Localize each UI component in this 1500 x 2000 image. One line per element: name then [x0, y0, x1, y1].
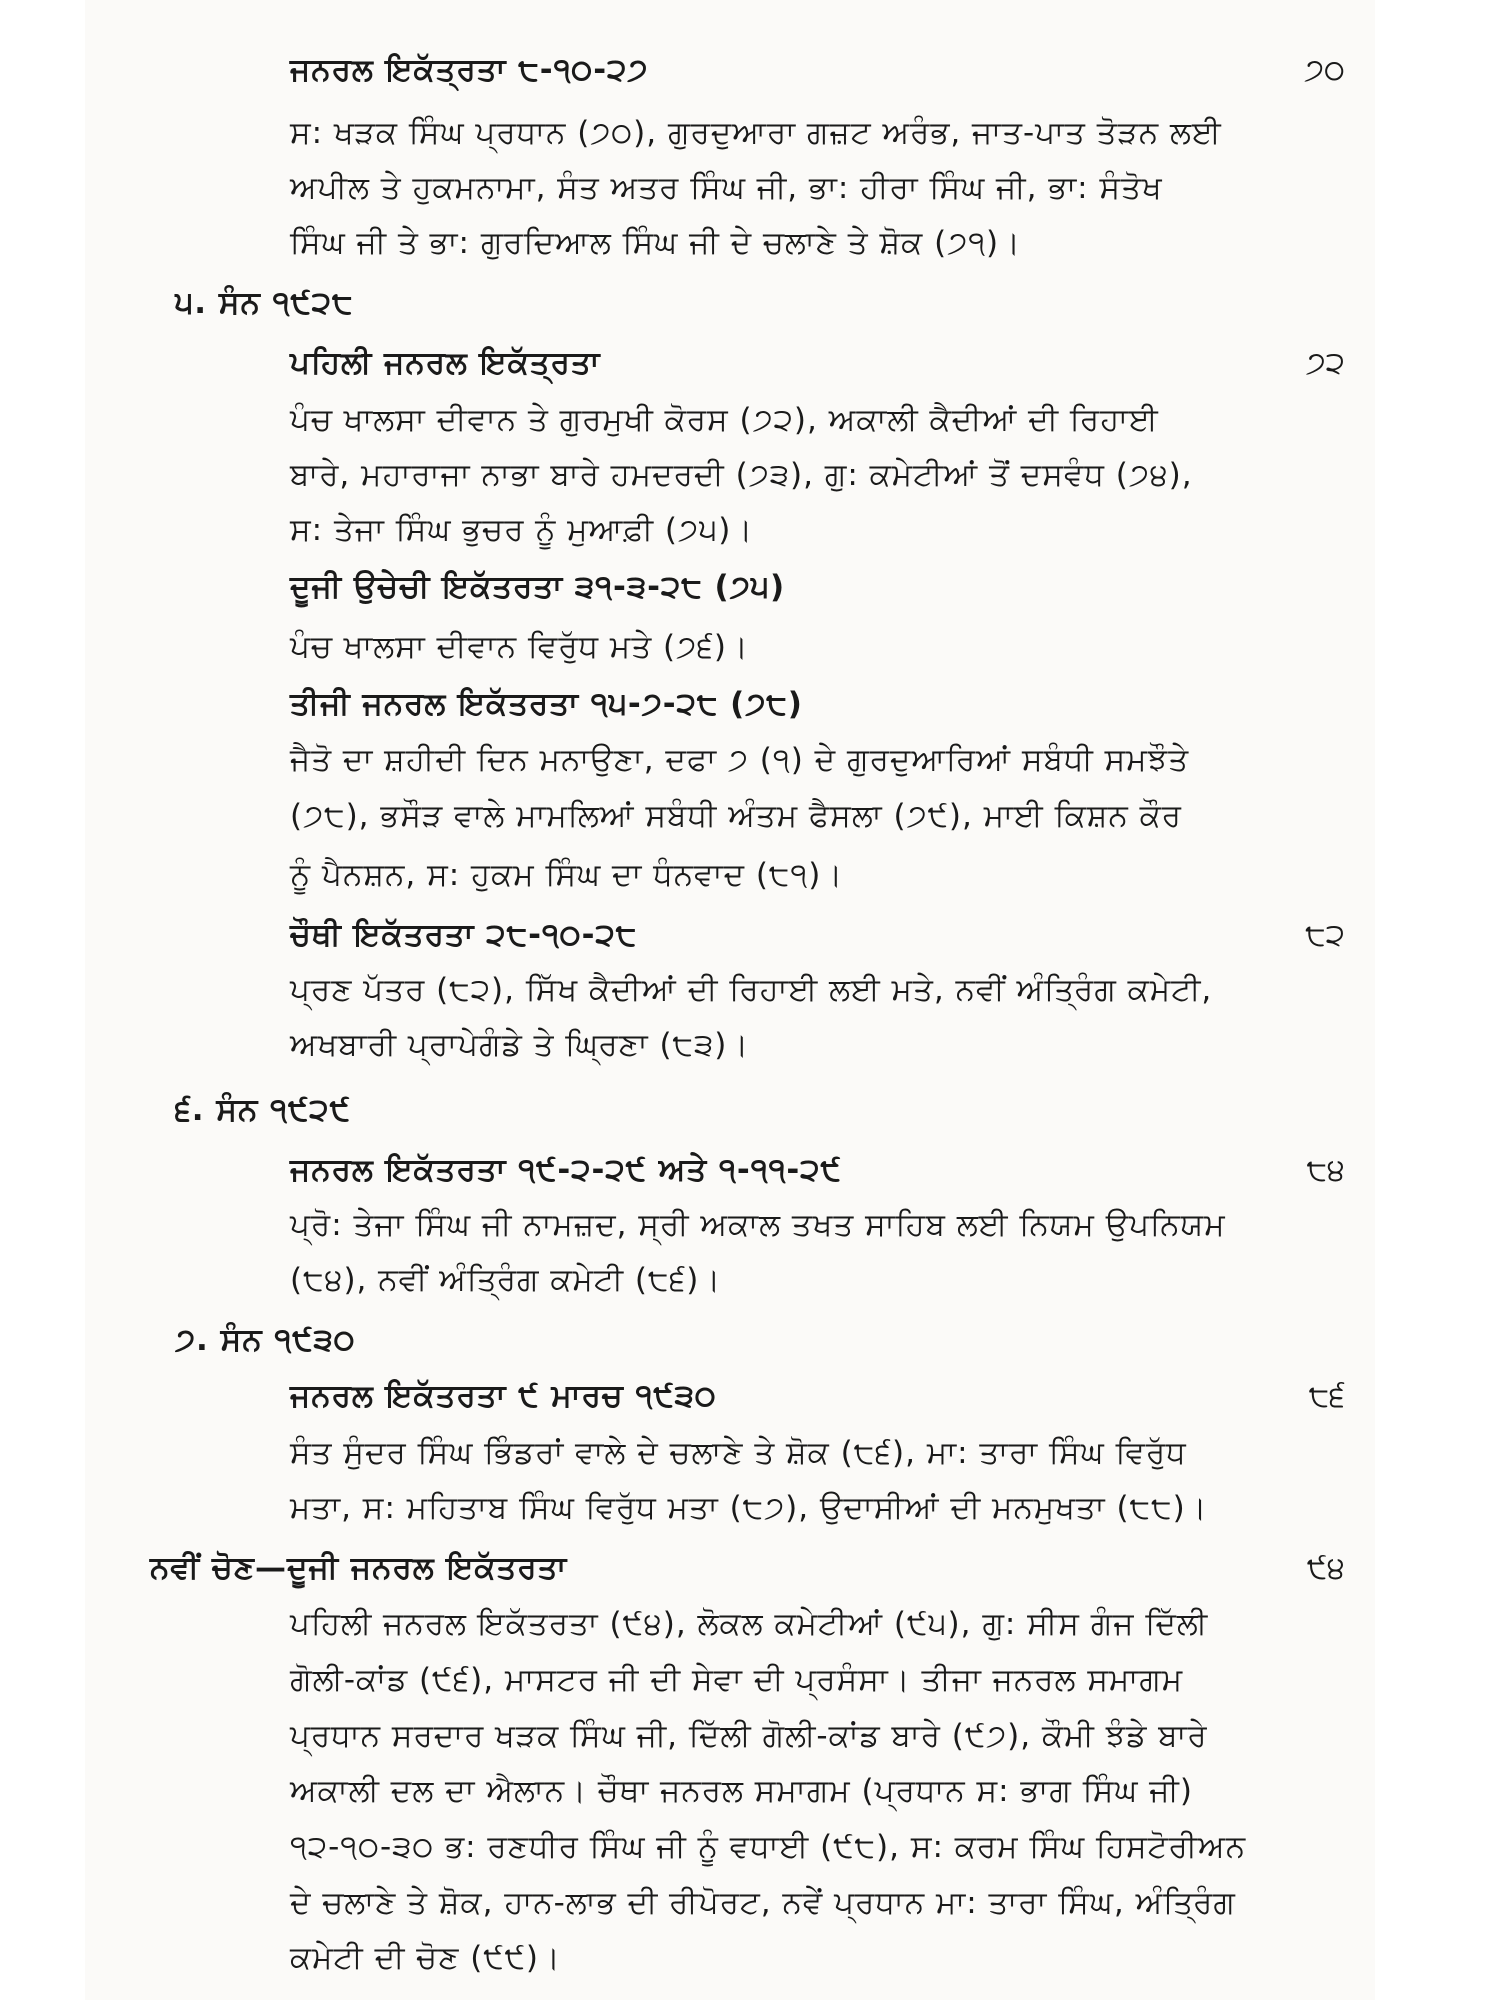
page-number: ੯੪ [1306, 1550, 1345, 1586]
text-line: ਪੰਚ ਖਾਲਸਾ ਦੀਵਾਨ ਤੇ ਗੁਰਮੁਖੀ ਕੋਰਸ (੭੨), ਅਕਾਲੀ ਕੈਦੀਆਂ ਦੀ ਰਿਹਾਈ [290, 402, 1159, 438]
text-line: ਪੰਚ ਖਾਲਸਾ ਦੀਵਾਨ ਵਿਰੁੱਧ ਮਤੇ (੭੬)। [290, 629, 749, 665]
year-heading: ੭. ਸੰਨ ੧੯੩੦ [175, 1322, 356, 1358]
section-heading: ਜਨਰਲ ਇਕੱਤ੍ਰਤਾ ੮-੧੦-੨੭ [290, 52, 649, 88]
text-line: ਕਮੇਟੀ ਦੀ ਚੋਣ (੯੯)। [290, 1940, 561, 1976]
page-number: ੮੨ [1305, 917, 1345, 953]
text-line: ਪਹਿਲੀ ਜਨਰਲ ਇਕੱਤਰਤਾ (੯੪), ਲੋਕਲ ਕਮੇਟੀਆਂ (੯੫), ਗੁ: ਸੀਸ ਗੰਜ ਦਿੱਲੀ [290, 1606, 1209, 1642]
text-line: ਸੰਤ ਸੁੰਦਰ ਸਿੰਘ ਭਿੰਡਰਾਂ ਵਾਲੇ ਦੇ ਚਲਾਣੇ ਤੇ ਸ਼ੋਕ (੮੬), ਮਾ: ਤਾਰਾ ਸਿੰਘ ਵਿਰੁੱਧ [290, 1435, 1187, 1471]
text-line: ਦੇ ਚਲਾਣੇ ਤੇ ਸ਼ੋਕ, ਹਾਨ-ਲਾਭ ਦੀ ਰੀਪੋਰਟ, ਨਵੇਂ ਪ੍ਰਧਾਨ ਮਾ: ਤਾਰਾ ਸਿੰਘ, ਅੰਤ੍ਰਿੰਗ [290, 1885, 1236, 1921]
section-heading: ਪਹਿਲੀ ਜਨਰਲ ਇਕੱਤ੍ਰਤਾ [290, 345, 601, 381]
text-line: ਸ: ਤੇਜਾ ਸਿੰਘ ਭੁਚਰ ਨੂੰ ਮੁਆਫ਼ੀ (੭੫)। [290, 512, 754, 548]
text-line: ਅਪੀਲ ਤੇ ਹੁਕਮਨਾਮਾ, ਸੰਤ ਅਤਰ ਸਿੰਘ ਜੀ, ਭਾ: ਹੀਰਾ ਸਿੰਘ ਜੀ, ਭਾ: ਸੰਤੋਖ [290, 170, 1163, 206]
page-number: ੮੪ [1306, 1152, 1345, 1188]
page-number: ੭੨ [1305, 345, 1345, 381]
text-line: ਜੈਤੋ ਦਾ ਸ਼ਹੀਦੀ ਦਿਨ ਮਨਾਉਣਾ, ਦਫਾ ੭ (੧) ਦੇ ਗੁਰਦੁਆਰਿਆਂ ਸਬੰਧੀ ਸਮਝੌਤੇ [290, 742, 1190, 778]
section-heading: ਜਨਰਲ ਇਕੱਤਰਤਾ ੯ ਮਾਰਚ ੧੯੩੦ [290, 1378, 717, 1414]
year-heading: ੫. ਸੰਨ ੧੯੨੮ [175, 285, 354, 321]
text-line: ਨੂੰ ਪੈਨਸ਼ਨ, ਸ: ਹੁਕਮ ਸਿੰਘ ਦਾ ਧੰਨਵਾਦ (੮੧)। [290, 857, 844, 893]
section-heading: ਨਵੀਂ ਚੋਣ—ਦੂਜੀ ਜਨਰਲ ਇਕੱਤਰਤਾ [150, 1550, 568, 1586]
text-line: ਗੋਲੀ-ਕਾਂਡ (੯੬), ਮਾਸਟਰ ਜੀ ਦੀ ਸੇਵਾ ਦੀ ਪ੍ਰਸੰਸਾ। ਤੀਜਾ ਜਨਰਲ ਸਮਾਗਮ [290, 1662, 1184, 1698]
text-line: ਸਿੰਘ ਜੀ ਤੇ ਭਾ: ਗੁਰਦਿਆਲ ਸਿੰਘ ਜੀ ਦੇ ਚਲਾਣੇ ਤੇ ਸ਼ੋਕ (੭੧)। [290, 225, 1022, 261]
text-line: ਪ੍ਰੋ: ਤੇਜਾ ਸਿੰਘ ਜੀ ਨਾਮਜ਼ਦ, ਸ੍ਰੀ ਅਕਾਲ ਤਖਤ ਸਾਹਿਬ ਲਈ ਨਿਯਮ ਉਪਨਿਯਮ [290, 1207, 1226, 1243]
year-heading: ੬. ਸੰਨ ੧੯੨੯ [175, 1092, 351, 1128]
page-number: ੮੬ [1308, 1378, 1345, 1414]
section-heading: ਚੌਥੀ ਇਕੱਤਰਤਾ ੨੮-੧੦-੨੮ [290, 917, 638, 953]
text-line: (੮੪), ਨਵੀਂ ਅੰਤ੍ਰਿੰਗ ਕਮੇਟੀ (੮੬)। [290, 1262, 722, 1298]
text-line: (੭੮), ਭਸੌੜ ਵਾਲੇ ਮਾਮਲਿਆਂ ਸਬੰਧੀ ਅੰਤਮ ਫੈਸਲਾ (੭੯), ਮਾਈ ਕਿਸ਼ਨ ਕੌਰ [290, 798, 1182, 834]
section-heading: ਦੂਜੀ ਉਚੇਚੀ ਇਕੱਤਰਤਾ ੩੧-੩-੨੮ (੭੫) [290, 569, 786, 605]
page-number: ੭੦ [1304, 52, 1345, 88]
text-line: ਪ੍ਰਧਾਨ ਸਰਦਾਰ ਖੜਕ ਸਿੰਘ ਜੀ, ਦਿੱਲੀ ਗੋਲੀ-ਕਾਂਡ ਬਾਰੇ (੯੭), ਕੌਮੀ ਝੰਡੇ ਬਾਰੇ [290, 1718, 1208, 1754]
section-heading: ਤੀਜੀ ਜਨਰਲ ਇਕੱਤਰਤਾ ੧੫-੭-੨੮ (੭੮) [290, 686, 803, 722]
text-line: ਬਾਰੇ, ਮਹਾਰਾਜਾ ਨਾਭਾ ਬਾਰੇ ਹਮਦਰਦੀ (੭੩), ਗੁ: ਕਮੇਟੀਆਂ ਤੋਂ ਦਸਵੰਧ (੭੪), [290, 457, 1193, 493]
text-line: ਸ: ਖੜਕ ਸਿੰਘ ਪ੍ਰਧਾਨ (੭੦), ਗੁਰਦੁਆਰਾ ਗਜ਼ਟ ਅਰੰਭ, ਜਾਤ-ਪਾਤ ਤੋੜਨ ਲਈ [290, 115, 1222, 151]
text-line: ੧੨-੧੦-੩੦ ਭ: ਰਣਧੀਰ ਸਿੰਘ ਜੀ ਨੂੰ ਵਧਾਈ (੯੮), ਸ: ਕਰਮ ਸਿੰਘ ਹਿਸਟੋਰੀਅਨ [290, 1829, 1247, 1865]
text-line: ਪ੍ਰਣ ਪੱਤਰ (੮੨), ਸਿੱਖ ਕੈਦੀਆਂ ਦੀ ਰਿਹਾਈ ਲਈ ਮਤੇ, ਨਵੀਂ ਅੰਤ੍ਰਿੰਗ ਕਮੇਟੀ, [290, 972, 1213, 1008]
text-line: ਮਤਾ, ਸ: ਮਹਿਤਾਬ ਸਿੰਘ ਵਿਰੁੱਧ ਮਤਾ (੮੭), ਉਦਾਸੀਆਂ ਦੀ ਮਨਮੁਖਤਾ (੮੮)। [290, 1490, 1208, 1526]
text-line: ਅਕਾਲੀ ਦਲ ਦਾ ਐਲਾਨ। ਚੌਥਾ ਜਨਰਲ ਸਮਾਗਮ (ਪ੍ਰਧਾਨ ਸ: ਭਾਗ ਸਿੰਘ ਜੀ) [290, 1773, 1193, 1809]
section-heading: ਜਨਰਲ ਇਕੱਤਰਤਾ ੧੯-੨-੨੯ ਅਤੇ ੧-੧੧-੨੯ [290, 1152, 842, 1188]
text-line: ਅਖਬਾਰੀ ਪ੍ਰਾਪੇਗੰਡੇ ਤੇ ਘ੍ਰਿਣਾ (੮੩)। [290, 1027, 750, 1063]
